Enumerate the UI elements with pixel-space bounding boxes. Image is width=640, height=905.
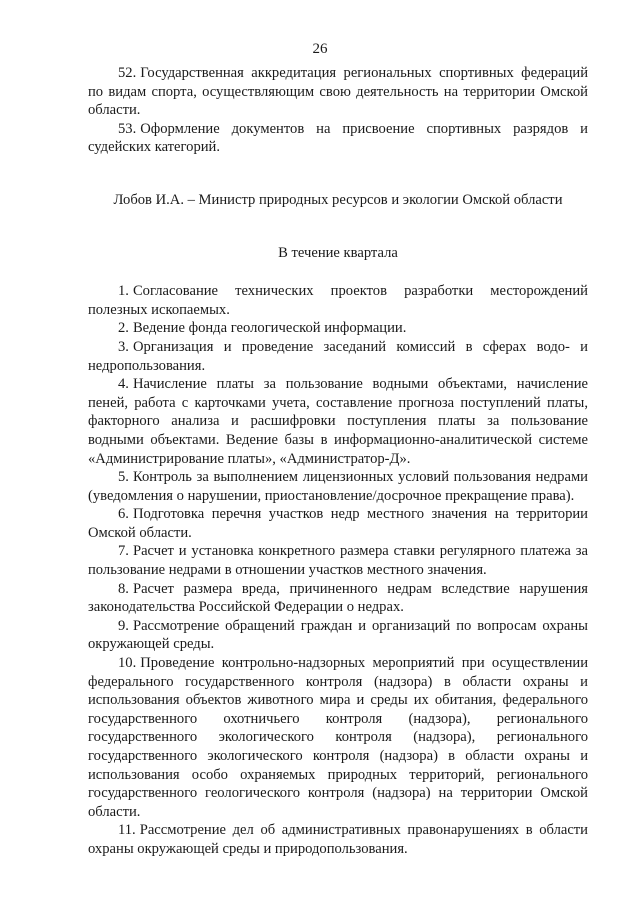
period-heading: В течение квартала: [278, 244, 398, 261]
list-item: [88, 542, 588, 579]
item-text: Ведение фонда геологической информации.: [132, 320, 407, 337]
item-number: 8.: [118, 580, 129, 597]
item-number: 6.: [118, 506, 129, 523]
item-text: Согласование технических проектов разработки месторождений полезных ископаемых.: [88, 283, 588, 318]
item-number: 1.: [118, 283, 129, 300]
item-text: Проведение контрольно-надзорных мероприятий при осуществлении федерального государственного контроля (надзора) в области охраны и использования объектов животного мира и среды их обитания, федерального государственного охотничьего контроля (надзора), регионального государственного экологического контроля (надзора), регионального государственного экологического контроля (надзора) в области охраны и использования особо охраняемых природных территорий, регионального государственного геологического контроля (надзора) на территории Омской области.: [88, 655, 588, 820]
list-item: [88, 468, 588, 505]
item-text: Оформление документов на присвоение спортивных разрядов и судейских категорий.: [88, 120, 588, 156]
list-item: [88, 617, 588, 654]
item-number: 4.: [118, 376, 129, 393]
item-number: 5.: [118, 469, 129, 486]
item-text: Расчет размера вреда, причиненного недрам вследствие нарушения законодательства Российской Федерации о недрах.: [88, 580, 588, 616]
item-number: 11.: [118, 822, 136, 839]
item-text: Рассмотрение дел об административных правонарушениях в области охраны окружающей среды и природопользования.: [88, 822, 588, 857]
item-number: 2.: [118, 320, 129, 337]
item-number: 53.: [118, 120, 137, 137]
list-item: [88, 375, 588, 468]
item-text: Расчет и установка конкретного размера ставки регулярного платежа за пользование недрами в отношении участков местного значения.: [88, 543, 588, 579]
list-item: [88, 319, 588, 338]
item-text: Контроль за выполнением лицензионных условий пользования недрами (уведомления о нарушении, приостановление/досрочное прекращение права).: [88, 469, 588, 504]
item-number: 3.: [118, 338, 129, 355]
section-sport-items: [88, 64, 588, 157]
list-item: [88, 120, 588, 157]
document-body: [88, 64, 588, 859]
list-item: [88, 821, 588, 858]
item-text: Рассмотрение обращений граждан и организаций по вопросам охраны окружающей среды.: [88, 617, 588, 653]
list-item: [88, 580, 588, 617]
item-text: Подготовка перечня участков недр местного значения на территории Омской области.: [88, 506, 588, 541]
list-item: [88, 64, 588, 120]
item-number: 52.: [118, 65, 137, 81]
item-number: 7.: [118, 543, 129, 560]
item-number: 9.: [118, 617, 129, 634]
list-item: [88, 338, 588, 375]
list-item: [88, 282, 588, 319]
item-text: Организация и проведение заседаний комиссий в сферах водо- и недропользования.: [88, 338, 588, 374]
section-ecology-items: [88, 282, 588, 858]
official-heading: Лобов И.А. – Министр природных ресурсов и экологии Омской области: [113, 191, 563, 208]
page-number: 26: [312, 41, 328, 57]
item-text: Государственная аккредитация региональных спортивных федераций по видам спорта, осуществляющим свою деятельность на территории Омской области.: [88, 65, 588, 119]
list-item: [88, 505, 588, 542]
item-number: 10.: [118, 655, 137, 672]
item-text: Начисление платы за пользование водными объектами, начисление пеней, работа с карточками учета, составление прогноза поступлений платы, факторного анализа и расшифровки поступления платы за пользование водными объектами. Ведение базы в информационно-аналитической системе «Администрирование платы», «Администратор-Д».: [88, 376, 588, 467]
list-item: [88, 654, 588, 821]
